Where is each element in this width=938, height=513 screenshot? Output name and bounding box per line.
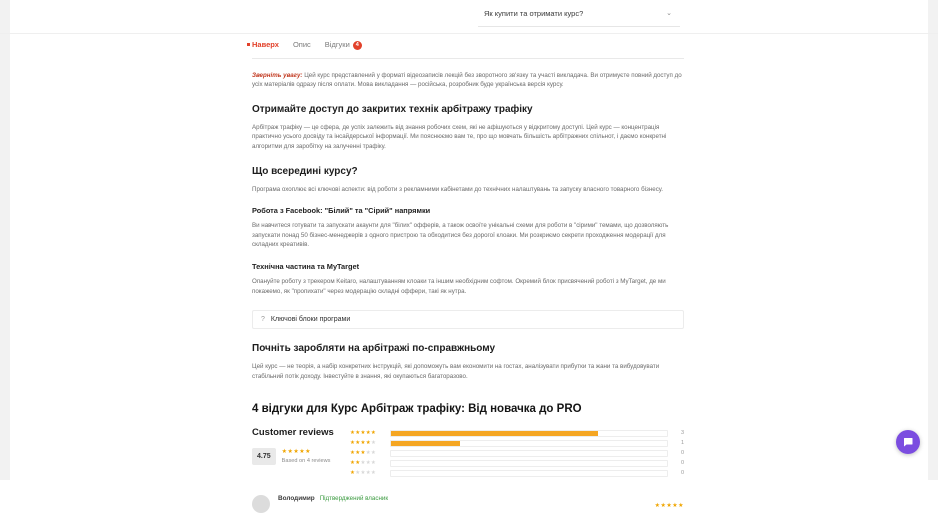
customer-reviews-label: Customer reviews: [252, 427, 334, 439]
rating-count-2: 0: [680, 460, 684, 467]
tab-reviews-badge: 4: [353, 41, 362, 50]
key-blocks-accordion-label: Ключові блоки програми: [270, 316, 351, 324]
faq-accordion-item[interactable]: [478, 0, 680, 27]
intro-text: Цей курс представлений у форматі відеозаписів лекцій без зворотного зв'язку та участі викладача. Ви отримуєте повний доступ до усіх матеріалів одразу після оплати. Мова викладання — російська, розробник буде українська версія курсу.: [252, 71, 682, 89]
rating-bar-row[interactable]: [350, 469, 684, 477]
verified-owner-label: Підтверджений власник: [319, 495, 389, 503]
rating-bar-row[interactable]: [350, 429, 684, 437]
customer-reviews-summary: [252, 427, 684, 479]
section-paragraph-access: Арбітраж трафіку — це сфера, де успіх залежить від знання робочих схем, які не афішуються у відкритому доступі. Цей курс — концентрація практично усього досвіду та інсайдерської інформації. Ми пояснюємо вам те, про що мовчать більшість арбітражних спільнот, і даємо конкретні алгоритми для заробітку на залученні трафіку.: [252, 123, 667, 150]
page-gutter-left: [0, 0, 10, 480]
rating-stars-5-icon: ★★★★★: [350, 430, 377, 437]
section-heading-inside: Що всередині курсу?: [252, 165, 358, 177]
intro-paragraph: [252, 71, 684, 90]
review-stars-icon: ★★★★★: [654, 503, 684, 510]
rating-stars-4-icon: ★★★★★: [350, 440, 377, 447]
rating-bar-row[interactable]: [350, 449, 684, 457]
tab-description-label: Опис: [292, 40, 311, 50]
section-heading-earn: Почніть заробляти на арбітражі по-справжньому: [252, 343, 496, 355]
rating-bar-track-4: [390, 440, 668, 447]
review-header-row: [278, 495, 684, 510]
tab-bar: [252, 40, 684, 59]
subsection-heading-mytarget: Технічна частина та MyTarget: [252, 262, 360, 271]
based-on-label: Based on 4 reviews: [281, 458, 331, 465]
customer-reviews-score-block: [252, 427, 338, 465]
rating-bar-row[interactable]: [350, 459, 684, 467]
rating-count-4: 1: [680, 440, 684, 447]
rating-count-3: 0: [680, 450, 684, 457]
reviews-heading: 4 відгуки для Курс Арбітраж трафіку: Від новачка до PRO: [252, 403, 582, 416]
section-divider: [0, 33, 938, 34]
section-heading-access: Отримайте доступ до закритих технік арбітражу трафіку: [252, 103, 533, 115]
rating-bar-track-2: [390, 460, 668, 467]
rating-stars-2-icon: ★★★★★: [350, 460, 377, 467]
rating-stars-3-icon: ★★★★★: [350, 450, 377, 457]
rating-distribution: [350, 427, 684, 479]
subsection-paragraph-facebook: Ви навчитеся готувати та запускати акаунти для "білих" офферів, а також освоїте унікальні схеми для роботи в "сірими" темами, що дозволяють запускати понад 50 бізнес-менеджерів з одного пристрою та обходитися без дорогої клоаки. Ми розкриємо секрети проходження модерації для складних креативів.: [252, 222, 669, 249]
product-content: [252, 40, 684, 513]
review-author-name: Володимир: [278, 495, 315, 503]
chevron-down-icon: ⌄: [666, 9, 672, 17]
average-stars-icon: ★★★★★: [281, 449, 312, 456]
review-author-line: [278, 495, 684, 502]
subsection-heading-facebook: Робота з Facebook: "Білий" та "Сірий" напрямки: [252, 206, 431, 216]
tab-top[interactable]: [252, 40, 279, 52]
tab-reviews-label: Відгуки: [324, 40, 350, 49]
tab-description[interactable]: [293, 40, 311, 52]
rating-bar-fill-5: [391, 431, 598, 436]
review-body: [278, 495, 684, 510]
question-mark-icon: ?: [261, 316, 265, 324]
tab-top-label: Наверх: [252, 40, 279, 50]
section-paragraph-earn: Цей курс — не теорія, а набір конкретних інструкцій, які допоможуть вам економити на гостах, аналізувати прибутки та жани та вибудовувати стабільний потік доходу. Інвестуйте в знання, які окупаються багаторазово.: [252, 363, 660, 380]
score-row: [252, 448, 338, 465]
average-score-badge: 4.75: [252, 448, 276, 465]
rating-bar-fill-4: [391, 441, 460, 446]
tab-reviews[interactable]: [325, 40, 362, 53]
intro-emphasis: Зверніть увагу:: [252, 71, 303, 79]
section-paragraph-inside: Програма охоплює всі ключові аспекти: від роботи з рекламними кабінетами до технічних налаштувань та запуску власного товарного бізнесу.: [252, 185, 663, 193]
faq-question-label: Як купити та отримати курс?: [484, 8, 584, 18]
chat-bubble-icon[interactable]: [896, 430, 920, 454]
subsection-paragraph-mytarget: Опануйте роботу з трекером Keitaro, налаштуванням клоаки та іншим необхідним софтом. Окремий блок присвячений роботі з MyTarget, де ми покажемо, як "пропихати" через модерацію складні оффери, такі як нутра.: [252, 278, 666, 295]
rating-stars-1-icon: ★★★★★: [350, 470, 377, 477]
rating-bar-track-5: [390, 430, 668, 437]
rating-bar-track-3: [390, 450, 668, 457]
score-meta: [282, 449, 331, 464]
rating-bar-row[interactable]: [350, 439, 684, 447]
rating-count-5: 3: [680, 430, 684, 437]
rating-bar-track-1: [390, 470, 668, 477]
rating-count-1: 0: [680, 470, 684, 477]
key-blocks-accordion[interactable]: [252, 310, 684, 329]
avatar: [252, 495, 270, 513]
list-item: [252, 495, 684, 513]
page-gutter-right: [928, 0, 938, 480]
